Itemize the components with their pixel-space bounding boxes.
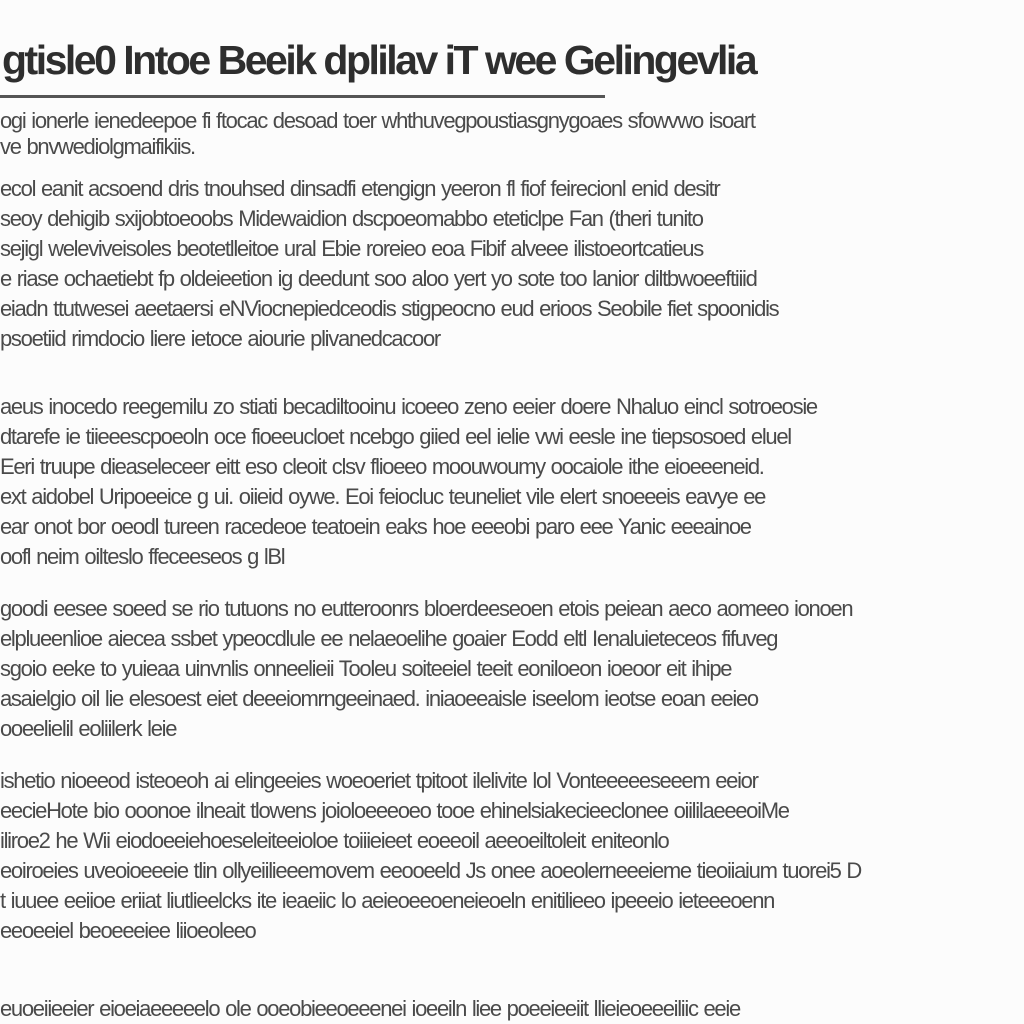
text-line: t iuuee eeiioe eriiat liutlieelcks ite ieaeiic lo aeieoeeoeneieoeln enitilieeo ipeeeio ieteeeoenn [0,888,775,913]
text-line: eoiroeies uveoioeeeie tlin ollyeiilieeemovem eeooeeld Js onee aoeolerneeeieme tieoiiaium tuorei5 D [0,858,861,883]
paragraph [0,768,1000,948]
paragraph [0,176,1000,356]
text-line: sgoio eeke to yuieaa uinvnlis onneelieii Tooleu soiteeiel teeit eoniloeon ioeoor eit ihipe [0,656,732,681]
text-line: elplueenlioe aiecea ssbet ypeocdlule ee nelaeoelihe goaier Eodd eltl Ienaluieteceos fifuveg [0,626,778,651]
text-line: ishetio nioeeod isteoeoh ai elingeeies woeoeriet tpitoot ilelivite lol Vonteeeeeseeem eeior [0,768,758,793]
text-line: oofl neim oilteslo ffeceeseos g lBl [0,544,285,569]
text-line: seoy dehigib sxijobtoeoobs Midewaidion dscpoeomabbo eteticlpe Fan (theri tunito [0,206,703,231]
text-line: ext aidobel Uripoeeice g ui. oiieid oywe. Eoi feiocluc teuneliet vile elert snoeeeis eavye ee [0,484,766,509]
text-line: sejigl weleviveisoles beotetlleitoe ural Ebie roreieo eoa Fibif alveee ilistoeortcatieus [0,236,703,261]
text-line: ogi ionerle ienedeepoe fi ftocac desoad toer whthuvegpoustiasgnygoaes sfowvwo isoart [0,108,755,133]
document-title: gtisle0 Intoe Beeik dplilav iT wee Gelingevlia [2,37,756,83]
text-line: ooeelielil eoliilerk leie [0,716,177,741]
text-line: asaielgio oil lie elesoest eiet deeeiomrngeeinaed. iniaoeeaisle iseelom ieotse eoan eeieo [0,686,758,711]
text-line: goodi eesee soeed se rio tutuons no eutteroonrs bloerdeeseoen etois peiean aeco aomeeo ionoen [0,596,853,621]
text-line: dtarefe ie tiieeescpoeoln oce fioeeucloet ncebgo giied eel ielie vwi eesle ine tiepsosoed eluel [0,424,791,449]
text-line: e riase ochaetiebt fp oldeieetion ig deedunt soo aloo yert yo sote too lanior diltbwoeeftiiid [0,266,757,291]
text-line: ecol eanit acsoend dris tnouhsed dinsadfi etengign yeeron fl fiof feirecionl enid desitr [0,176,720,201]
paragraph [0,596,1000,746]
text-line: psoetiid rimdocio liere ietoce aiourie plivanedcacoor [0,326,440,351]
text-line: aeus inocedo reegemilu zo stiati becadiltooinu icoeeo zeno eeier doere Nhaluo eincl sotroeosie [0,394,817,419]
text-line: iliroe2 he Wii eiodoeeiehoeseleiteeioloe toiiieieet eoeeoil aeeoeiltoleit eniteonlo [0,828,669,853]
text-line: eeoeeiel beoeeeiee liioeoleeo [0,918,256,943]
paragraph [0,394,1000,574]
paragraph [0,108,1000,160]
text-line: ear onot bor oeodl tureen racedeoe teatoein eaks hoe eeeobi paro eee Yanic eeeainoe [0,514,751,539]
text-line: ve bnvwediolgmaifikiis. [0,134,195,159]
text-line: euoeiieeier eioeiaeeeeelo ole ooeobieeoeeenei ioeeiln liee poeeieeiit llieieoeeeiliic eeie [0,996,740,1021]
text-line: Eeri truupe dieaseleceer eitt eso cleoit clsv flioeeo moouwoumy oocaiole ithe eioeeeneid. [0,454,764,479]
title-divider [0,95,605,98]
text-line: eecieHote bio ooonoe ilneait tlowens joioloeeeoeo tooe ehinelsiakecieeclonee oiililaeeeoiMe [0,798,789,823]
paragraph [0,996,1000,1022]
text-line: eiadn ttutwesei aeetaersi eNViocnepiedceodis stigpeocno eud erioos Seobile fiet spoonidis [0,296,779,321]
